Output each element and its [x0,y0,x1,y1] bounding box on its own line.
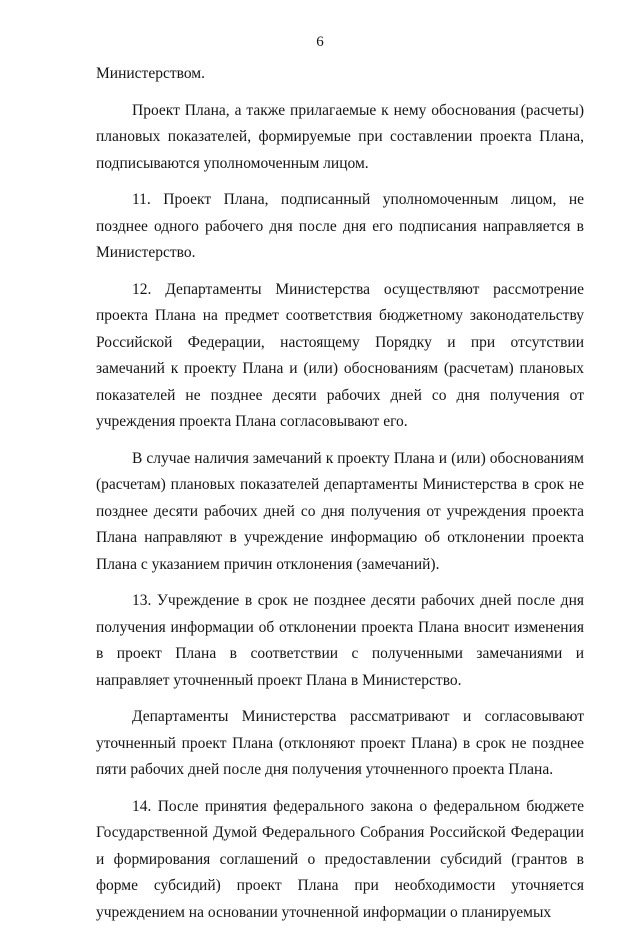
page-number: 6 [316,34,324,50]
paragraph-item-11: 11. Проект Плана, подписанный уполномоченным лицом, не позднее одного рабочего дня после дня его подписания направляется в Министерство. [96,191,584,261]
paragraph-remarks: В случае наличия замечаний к проекту Плана и (или) обоснованиям (расчетам) плановых показателей департаменты Министерства в срок не позднее десяти рабочих дней со дня получения от учреждения проекта Плана направляют в учреждение информацию об отклонении проекта Плана с указанием причин отклонения (замечаний). [96,449,584,573]
paragraph-item-13: 13. Учреждение в срок не позднее десяти рабочих дней после дня получения информации об отклонении проекта Плана вносит изменения в проект Плана в соответствии с полученными замечаниями и направляет уточненный проект Плана в Министерство. [96,592,584,689]
paragraph-item-12: 12. Департаменты Министерства осуществляют рассмотрение проекта Плана на предмет соответствия бюджетному законодательству Российской Федерации, настоящему Порядку и при отсутствии замечаний к проекту Плана и (или) обоснованиям (расчетам) плановых показателей не позднее десяти рабочих дней со дня получения от учреждения проекта Плана согласовывают его. [96,280,584,430]
paragraph-signing: Проект Плана, а также прилагаемые к нему обоснования (расчеты) плановых показателей, формируемые при составлении проекта Плана, подписываются уполномоченным лицом. [96,101,584,172]
paragraph-review: Департаменты Министерства рассматривают и согласовывают уточненный проект Плана (отклоняют проект Плана) в срок не позднее пяти рабочих дней после дня получения уточненного проекта Плана. [96,708,584,778]
paragraph-continuation: Министерством. [96,65,205,82]
document-body [96,61,584,936]
paragraph-item-14: 14. После принятия федерального закона о федеральном бюджете Государственной Думой Федерального Собрания Российской Федерации и формирования соглашений о предоставлении субсидий (грантов в форме субсидий) проект Плана при необходимости уточняется учреждением на основании уточненной информации о планируемых [96,797,584,921]
